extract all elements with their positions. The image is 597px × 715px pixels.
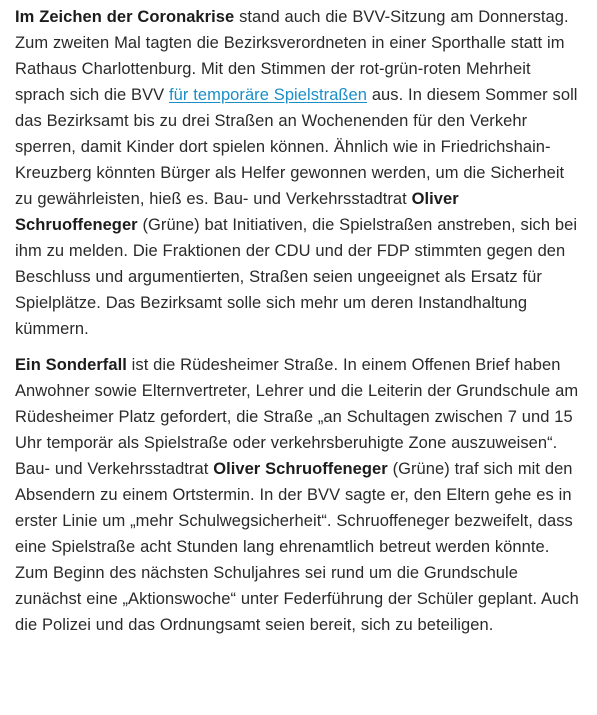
paragraph-text: aus. In diesem Sommer soll das Bezirksamt bis zu drei Straßen an Wochenenden für den Verkehr sperren, damit Kinder dort spielen können. Ähnlich wie in Friedrichshain-Kreuzberg könnten Bürger als Helfer gewonnen werden, um die Sicherheit zu gewährleisten, hieß es. Bau- und Verkehrsstadtrat <box>15 86 578 208</box>
article-paragraph-2 <box>15 352 585 638</box>
person-name-bold: Oliver Schruoffeneger <box>15 190 459 234</box>
paragraph-text: (Grüne) traf sich mit den Absendern zu einem Ortstermin. In der BVV sagte er, den Eltern gehe es in erster Linie um „mehr Schulwegsicherheit“. Schruoffeneger bezweifelt, dass eine Spielstraße acht Stunden lang ehrenamtlich betreut werden könnte. Zum Beginn des nächsten Schuljahres sei rund um die Grundschule zunächst eine „Aktionswoche“ unter Federführung der Schüler geplant. Auch die Polizei und das Ordnungsamt seien bereit, sich zu beteiligen. <box>15 460 579 634</box>
person-name-bold: Oliver Schruoffeneger <box>213 460 388 478</box>
paragraph-text: (Grüne) bat Initiativen, die Spielstraßen anstreben, sich bei ihm zu melden. Die Fraktionen der CDU und der FDP stimmten gegen den Beschluss und argumentierten, Straßen seien ungeeignet als Ersatz für Spielplätze. Das Bezirksamt solle sich mehr um deren Instandhaltung kümmern. <box>15 216 578 338</box>
paragraph-lead-bold: Im Zeichen der Coronakrise <box>15 8 235 26</box>
article-paragraph-1 <box>15 4 585 342</box>
spielstrassen-link[interactable]: für temporäre Spielstraßen <box>169 86 367 104</box>
paragraph-text: stand auch die BVV-Sitzung am Donnerstag. Zum zweiten Mal tagten die Bezirksverordneten in einer Sporthalle statt im Rathaus Charlottenburg. Mit den Stimmen der rot-grün-roten Mehrheit sprach sich die BVV <box>15 8 569 104</box>
paragraph-text: ist die Rüdesheimer Straße. In einem Offenen Brief haben Anwohner sowie Elternvertreter, Lehrer und die Leiterin der Grundschule am Rüdesheimer Platz gefordert, die Straße „an Schultagen zwischen 7 und 15 Uhr temporär als Spielstraße oder verkehrsberuhigte Zone auszuweisen“. Bau- und Verkehrsstadtrat <box>15 356 579 478</box>
paragraph-lead-bold: Ein Sonderfall <box>15 356 127 374</box>
